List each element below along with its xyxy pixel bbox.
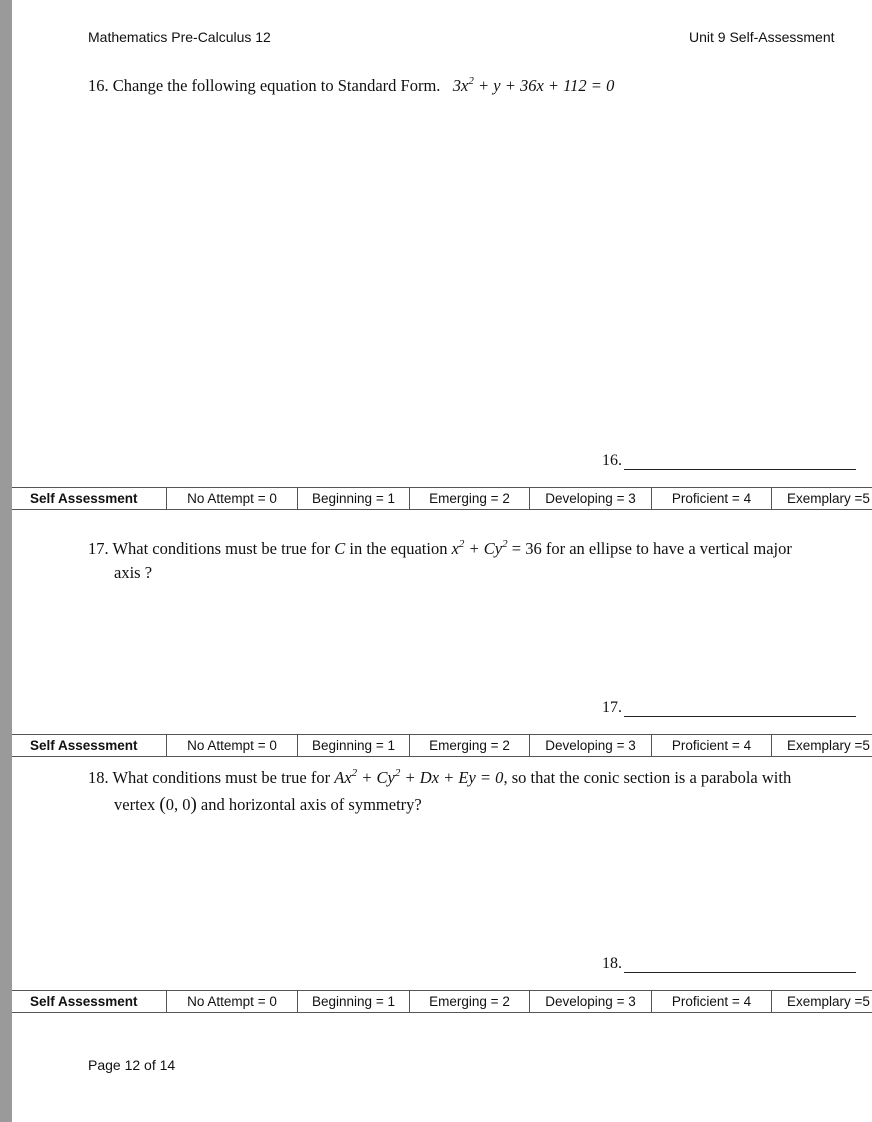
variable-c: C [334, 539, 346, 558]
question-text-end: for an ellipse to have a vertical major [545, 539, 792, 558]
self-assessment-title: Self Assessment [12, 991, 167, 1012]
vertex-coordinates: 0, 0 [165, 795, 191, 814]
equation: $x^2 + Cy^2 = 36$ [451, 538, 542, 558]
answer-line[interactable] [624, 455, 856, 470]
level-exemplary[interactable]: Exemplary =5 [787, 491, 870, 506]
self-assessment-title: Self Assessment [12, 488, 167, 509]
level-beginning[interactable]: Beginning = 1 [298, 735, 410, 756]
question-18 [88, 764, 848, 818]
level-exemplary[interactable]: Exemplary =5 [787, 994, 870, 1009]
question-17 [88, 537, 848, 585]
question-number: 17. [88, 539, 109, 558]
question-text-mid: in the equation [349, 539, 448, 558]
self-assessment-row-16 [12, 487, 872, 510]
self-assessment-row-18 [12, 990, 872, 1013]
answer-label: 18. [602, 955, 622, 972]
level-developing[interactable]: Developing = 3 [530, 991, 652, 1012]
answer-line[interactable] [624, 702, 856, 717]
self-assessment-row-17 [12, 734, 872, 757]
answer-line[interactable] [624, 958, 856, 973]
question-number: 18. [88, 768, 109, 787]
viewer-left-margin [0, 0, 12, 1122]
question-text-start: What conditions must be true for [112, 539, 331, 558]
level-proficient[interactable]: Proficient = 4 [652, 735, 772, 756]
answer-blank-16[interactable] [602, 452, 856, 470]
header-unit-title: Unit 9 Self-Assessment [689, 29, 835, 45]
question-text-line2: vertex (0, 0) and horizontal axis of symmetry? [114, 794, 422, 815]
answer-label: 17. [602, 699, 622, 716]
header-course-title: Mathematics Pre-Calculus 12 [88, 29, 271, 45]
level-emerging[interactable]: Emerging = 2 [410, 735, 530, 756]
answer-blank-17[interactable] [602, 699, 856, 717]
level-no-attempt[interactable]: No Attempt = 0 [167, 488, 298, 509]
level-no-attempt[interactable]: No Attempt = 0 [167, 735, 298, 756]
equation: $Ax^2 + Cy^2 + Dx + Ey = 0$ [334, 767, 504, 787]
level-proficient[interactable]: Proficient = 4 [652, 991, 772, 1012]
answer-blank-18[interactable] [602, 955, 856, 973]
question-16 [88, 74, 848, 98]
answer-label: 16. [602, 452, 622, 469]
level-emerging[interactable]: Emerging = 2 [410, 488, 530, 509]
level-emerging[interactable]: Emerging = 2 [410, 991, 530, 1012]
question-text: Change the following equation to Standard Form. [112, 76, 441, 95]
level-beginning[interactable]: Beginning = 1 [298, 488, 410, 509]
level-no-attempt[interactable]: No Attempt = 0 [167, 991, 298, 1012]
question-text-start: What conditions must be true for [112, 768, 331, 787]
page-number: Page 12 of 14 [88, 1057, 176, 1073]
level-exemplary[interactable]: Exemplary =5 [787, 738, 870, 753]
self-assessment-title: Self Assessment [12, 735, 167, 756]
level-developing[interactable]: Developing = 3 [530, 735, 652, 756]
question-text-line2: axis ? [114, 563, 153, 582]
question-text-end: , so that the conic section is a parabola with [503, 768, 792, 787]
level-proficient[interactable]: Proficient = 4 [652, 488, 772, 509]
equation: $3x^2 + y + 36x + 112 = 0$ [452, 75, 615, 95]
level-beginning[interactable]: Beginning = 1 [298, 991, 410, 1012]
level-developing[interactable]: Developing = 3 [530, 488, 652, 509]
document-page [12, 0, 872, 1122]
question-number: 16. [88, 76, 109, 95]
